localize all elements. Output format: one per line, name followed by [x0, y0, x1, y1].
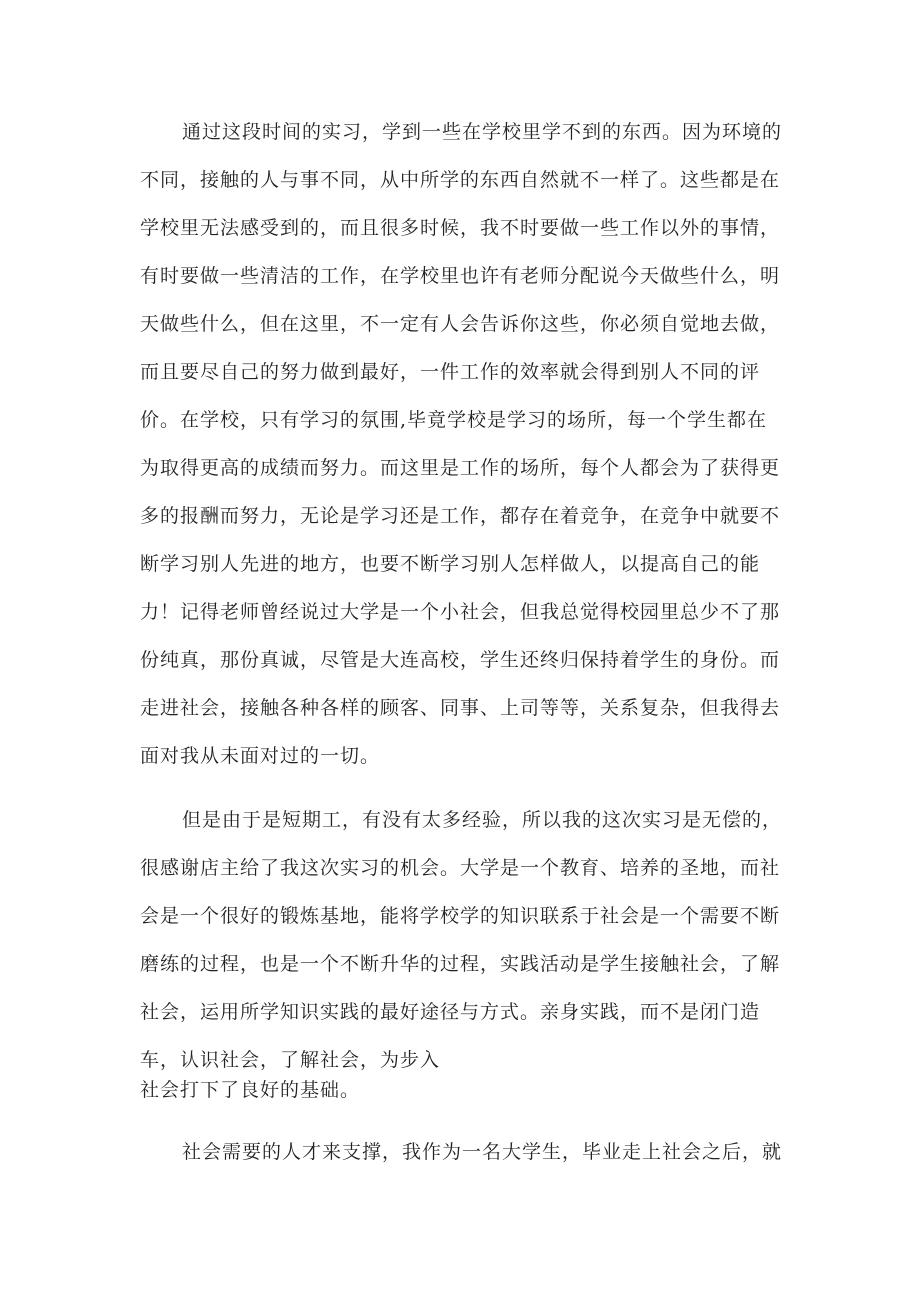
paragraph-1-line-9: 多的报酬而努力，无论是学习还是工作，都存在着竞争，在竞争中就要不	[140, 505, 781, 527]
paragraph-1-line-1: 通过这段时间的实习，学到一些在学校里学不到的东西。因为环境的	[182, 121, 783, 143]
paragraph-2-line-6: 车，认识社会，了解社会，为步入	[140, 1049, 441, 1071]
paragraph-2-line-2: 很感谢店主给了我这次实习的机会。大学是一个教育、培养的圣地，而社	[140, 857, 781, 879]
paragraph-1-line-10: 断学习别人先进的地方，也要不断学习别人怎样做人，以提高自己的能	[140, 553, 761, 575]
paragraph-1-line-3: 学校里无法感受到的，而且很多时候，我不时要做一些工作以外的事情，	[140, 217, 781, 239]
paragraph-1-line-8: 为取得更高的成绩而努力。而这里是工作的场所，每个人都会为了获得更	[140, 457, 781, 479]
paragraph-1-line-7: 价。在学校，只有学习的氛围,毕竟学校是学习的场所，每一个学生都在	[140, 409, 768, 431]
paragraph-2-line-7: 社会打下了良好的基础。	[140, 1079, 361, 1101]
paragraph-2-line-1: 但是由于是短期工，有没有太多经验，所以我的这次实习是无偿的，	[182, 809, 783, 831]
paragraph-1-line-14: 面对我从未面对过的一切。	[140, 745, 381, 767]
paragraph-1-line-2: 不同，接触的人与事不同，从中所学的东西自然就不一样了。这些都是在	[140, 169, 781, 191]
paragraph-1-line-4: 有时要做一些清洁的工作，在学校里也许有老师分配说今天做些什么，明	[140, 265, 781, 287]
paragraph-3-line-1: 社会需要的人才来支撑，我作为一名大学生，毕业走上社会之后，就	[182, 1141, 783, 1163]
paragraph-2-line-4: 磨练的过程，也是一个不断升华的过程，实践活动是学生接触社会，了解	[140, 953, 781, 975]
paragraph-2-line-5: 社会，运用所学知识实践的最好途径与方式。亲身实践，而不是闭门造	[140, 1001, 761, 1023]
paragraph-2-line-3: 会是一个很好的锻炼基地，能将学校学的知识联系于社会是一个需要不断	[140, 905, 781, 927]
paragraph-1-line-11: 力！记得老师曾经说过大学是一个小社会，但我总觉得校园里总少不了那	[140, 601, 781, 623]
paragraph-1-line-12: 份纯真，那份真诚，尽管是大连高校，学生还终归保持着学生的身份。而	[140, 649, 781, 671]
paragraph-1-line-13: 走进社会，接触各种各样的顾客、同事、上司等等，关系复杂，但我得去	[140, 697, 781, 719]
paragraph-1-line-5: 天做些什么，但在这里，不一定有人会告诉你这些，你必须自觉地去做，	[140, 313, 781, 335]
paragraph-1-line-6: 而且要尽自己的努力做到最好，一件工作的效率就会得到别人不同的评	[140, 361, 761, 383]
